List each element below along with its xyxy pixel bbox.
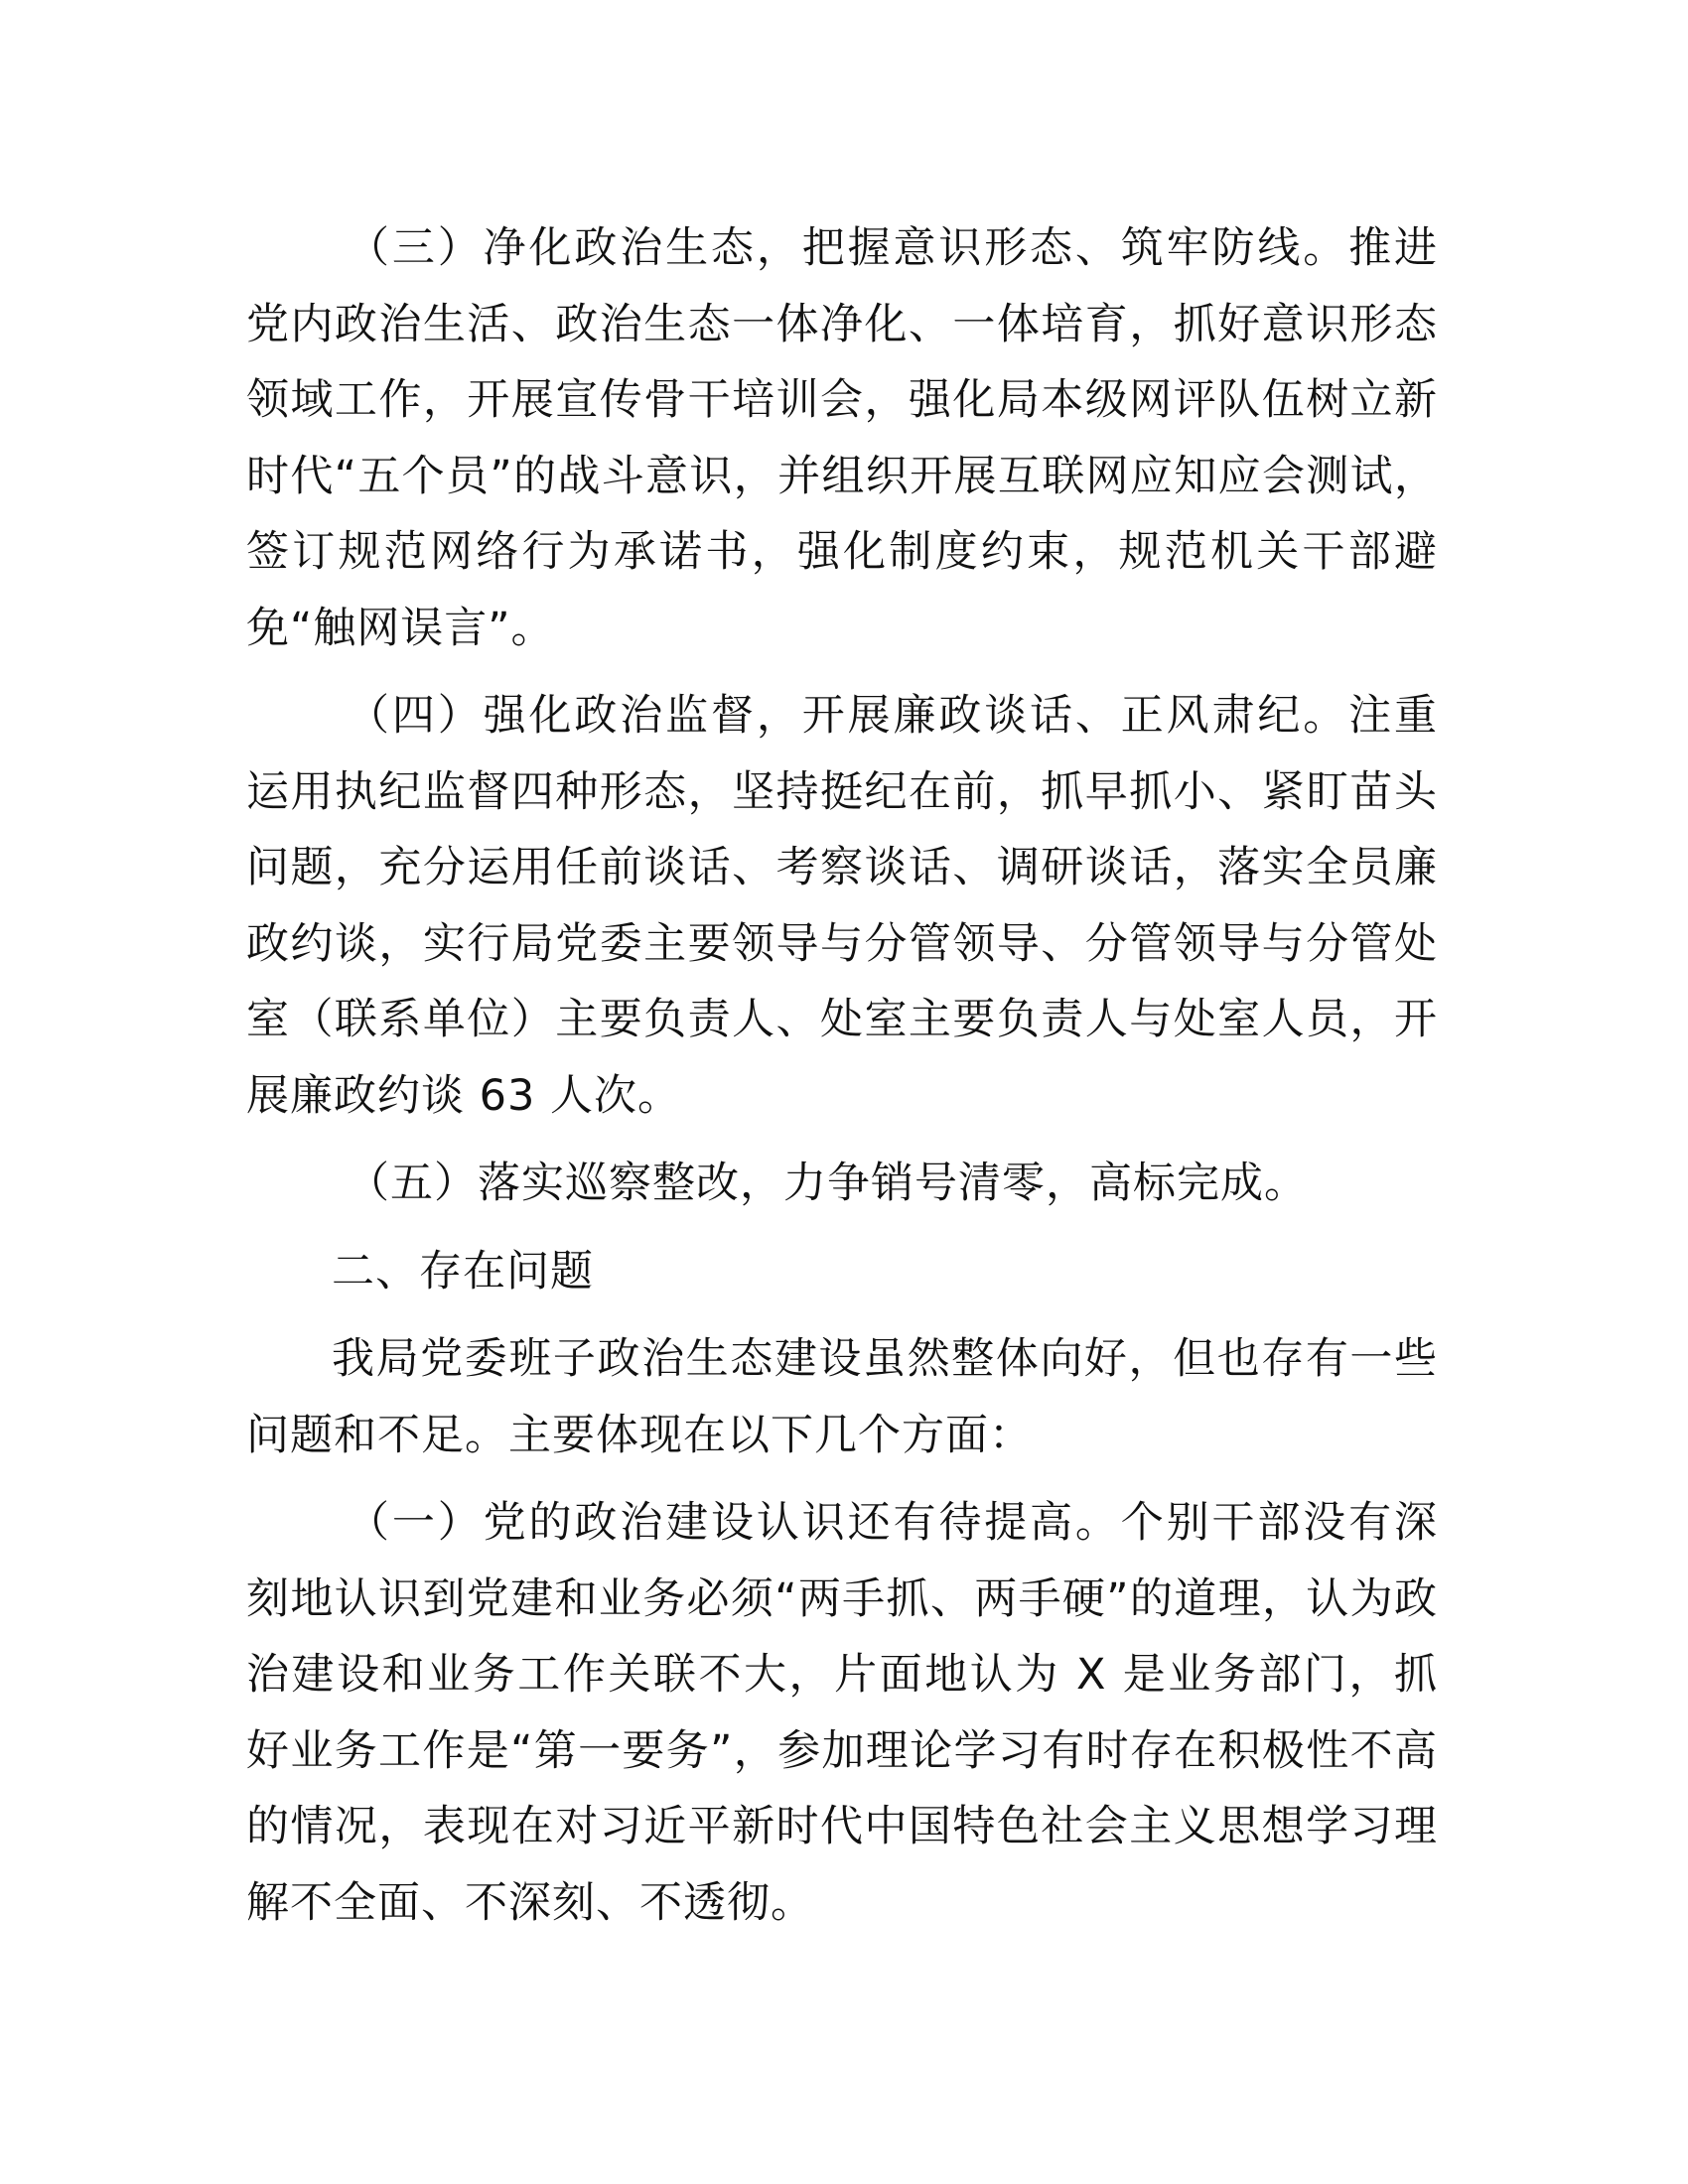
paragraph-inspection-rectification: （五）落实巡察整改，力争销号清零，高标完成。 — [347, 1159, 1309, 1208]
paragraph-political-awareness: （一）党的政治建设认识还有待提高。个别干部没有深刻地认识到党建和业务必须“两手抓、两手硬”的道理，认为政治建设和业务工作关联不大，片面地认为 X 是业务部门，抓好业务工作是“第一要务”，参加理论学习有时存在积极性不高的情况，表现在对习近平新时代中国特色社会主义思想学习理解不全面、不深刻、不透彻。 — [246, 1498, 1438, 1928]
paragraph-political-supervision: （四）强化政治监督，开展廉政谈话、正风肃纪。注重运用执纪监督四种形态，坚持挺纪在前，抓早抓小、紧盯苗头问题，充分运用任前谈话、考察谈话、调研谈话，落实全员廉政约谈，实行局党委主要领导与分管领导、分管领导与分管处室（联系单位）主要负责人、处室主要负责人与处室人员，开展廉政约谈 63 人次。 — [246, 691, 1438, 1121]
document-body — [246, 210, 1438, 1953]
paragraph-problems-intro: 我局党委班子政治生态建设虽然整体向好，但也存有一些问题和不足。主要体现在以下几个方面： — [246, 1334, 1438, 1460]
paragraph-purify-political-ecology: （三）净化政治生态，把握意识形态、筑牢防线。推进党内政治生活、政治生态一体净化、一体培育，抓好意识形态领域工作，开展宣传骨干培训会，强化局本级网评队伍树立新时代“五个员”的战斗意识，并组织开展互联网应知应会测试，签订规范网络行为承诺书，强化制度约束，规范机关干部避免“触网误言”。 — [246, 223, 1438, 653]
section-heading-existing-problems: 二、存在问题 — [332, 1246, 594, 1297]
